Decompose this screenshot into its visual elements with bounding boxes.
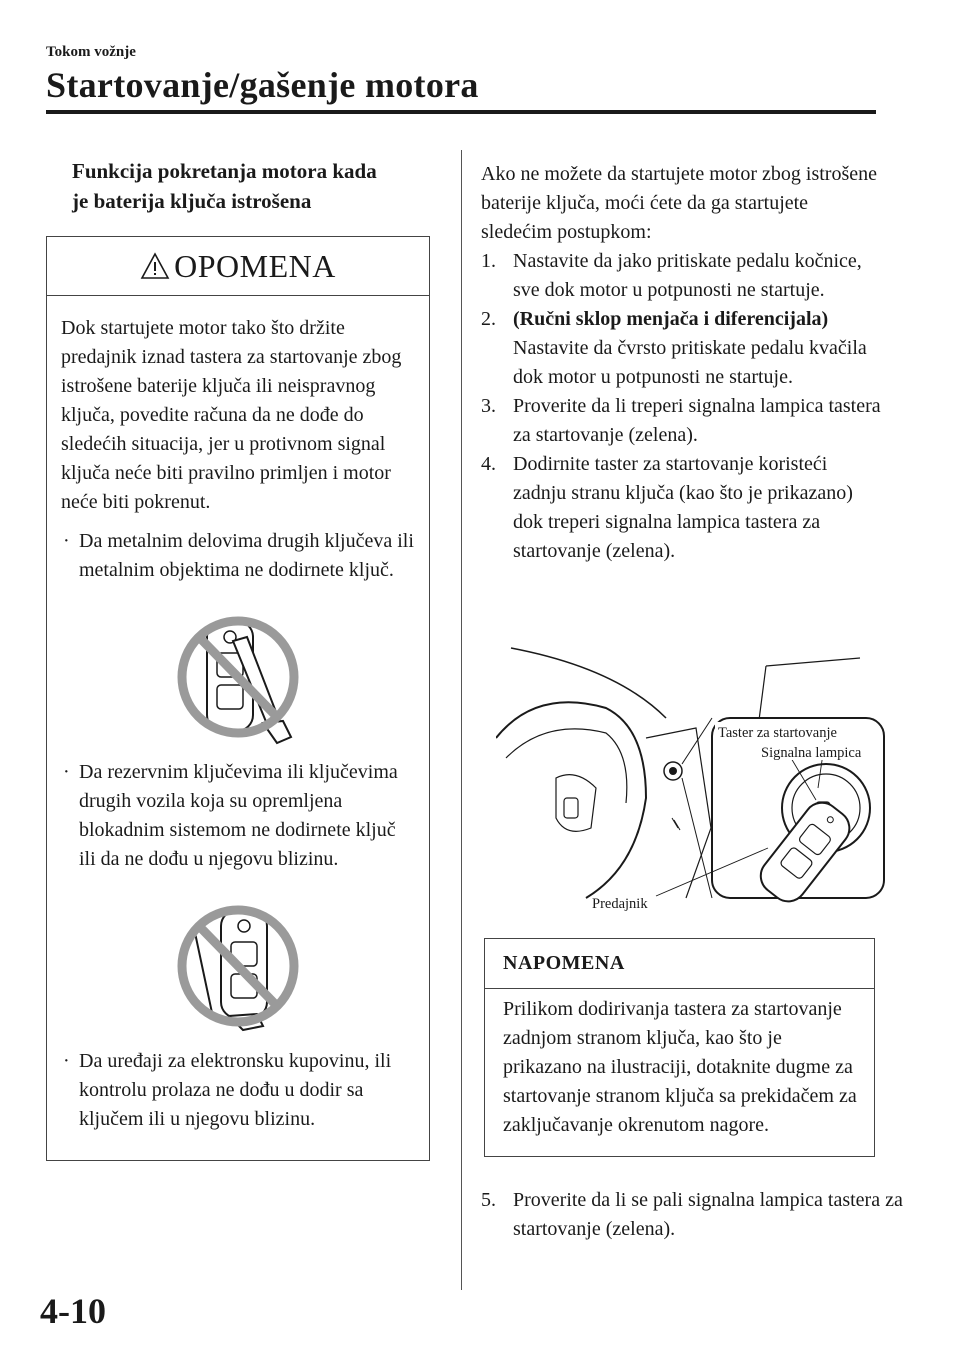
bullet-text: Da rezervnim ključevima ili ključevima drugih vozila koja su opremljena blokadnim sistemom ne dodirnete ključ ili da ne dođu u njegovu blizinu. — [79, 761, 398, 870]
warning-title: OPOMENA — [174, 247, 336, 284]
step-number: 4. — [481, 453, 496, 475]
left-column — [46, 156, 432, 1130]
subheading — [72, 156, 432, 216]
step-text: Proverite da li se pali signalna lampica tastera za startovanje (zelena). — [513, 1189, 903, 1240]
prohibited-spare-key-illustration — [173, 900, 303, 1035]
step-number: 3. — [481, 395, 496, 417]
note-box — [484, 938, 875, 1157]
warning-triangle-icon — [140, 251, 170, 281]
note-body: Prilikom dodirivanja tastera za startovanje zadnjom stranom ključa, kao što je prikazano na ilustraciji, dotaknite dugme za startovanje stranom ključa sa prekidačem za zaključavanje okrenutom nagore. — [503, 998, 857, 1136]
step-number: 1. — [481, 250, 496, 272]
warning-bullet — [61, 758, 415, 874]
step-2 — [481, 305, 881, 392]
subheading-line-1: Funkcija pokretanja motora kada — [72, 159, 377, 183]
step-text: Dodirnite taster za startovanje koristeći zadnju stranu ključa (kao što je prikazano) dok treperi signalna lampica tastera za startovanje (zelena). — [513, 453, 853, 562]
warning-box — [46, 236, 430, 1161]
page-title: Startovanje/gašenje motora — [46, 65, 479, 105]
bullet-dot: · — [63, 761, 70, 783]
bullet-dot: · — [63, 530, 70, 552]
warning-bullet — [61, 527, 415, 585]
header-rule — [46, 110, 876, 114]
step-text: Nastavite da čvrsto pritiskate pedalu kvačila dok motor u potpunosti ne startuje. — [513, 337, 867, 388]
column-divider — [461, 150, 462, 1290]
procedure-intro: Ako ne možete da startujete motor zbog istrošene baterije ključa, moći ćete da ga startujete sledećim postupkom: — [481, 163, 877, 243]
step-text: Proverite da li treperi signalna lampica tastera za startovanje (zelena). — [513, 395, 881, 446]
step-text: Nastavite da jako pritiskate pedalu kočnice, sve dok motor u potpunosti ne startuje. — [513, 250, 862, 301]
step-number: 5. — [481, 1189, 496, 1211]
step-4 — [481, 450, 881, 566]
warning-header — [47, 237, 429, 296]
note-title: NAPOMENA — [485, 939, 874, 989]
label-transmitter: Predajnik — [592, 896, 648, 912]
warning-intro: Dok startujete motor tako što držite predajnik iznad tastera za startovanje zbog istrošene baterije ključa ili neispravnog ključa, povedite računa da ne dođe do sledećih situacija, jer u protivnom signal ključa neće biti pravilno primljen i motor neće biti pokrenut. — [61, 317, 402, 513]
step-3 — [481, 392, 881, 450]
bullet-text: Da uređaji za elektronsku kupovinu, ili kontrolu prolaza ne dođu u dodir sa ključem ili u njegovu blizinu. — [79, 1050, 392, 1130]
warning-bullet — [61, 1047, 415, 1134]
step-5 — [481, 1186, 913, 1244]
label-start-button: Taster za startovanje — [718, 725, 837, 741]
prohibited-metal-key-illustration — [173, 611, 303, 746]
section-label: Tokom vožnje — [46, 44, 136, 60]
subheading-line-2: je baterija ključa istrošena — [72, 189, 312, 213]
bullet-text: Da metalnim delovima drugih ključeva ili metalnim objektima ne dodirnete ključ. — [79, 530, 414, 581]
step-title: (Ručni sklop menjača i diferencijala) — [513, 308, 829, 330]
right-column — [481, 160, 881, 566]
step-1 — [481, 247, 881, 305]
start-button-illustration — [496, 628, 886, 913]
page-number: 4-10 — [40, 1291, 106, 1331]
bullet-dot: · — [63, 1050, 70, 1072]
step-number: 2. — [481, 308, 496, 330]
label-signal-lamp: Signalna lampica — [761, 745, 862, 761]
warning-body — [47, 296, 429, 1134]
